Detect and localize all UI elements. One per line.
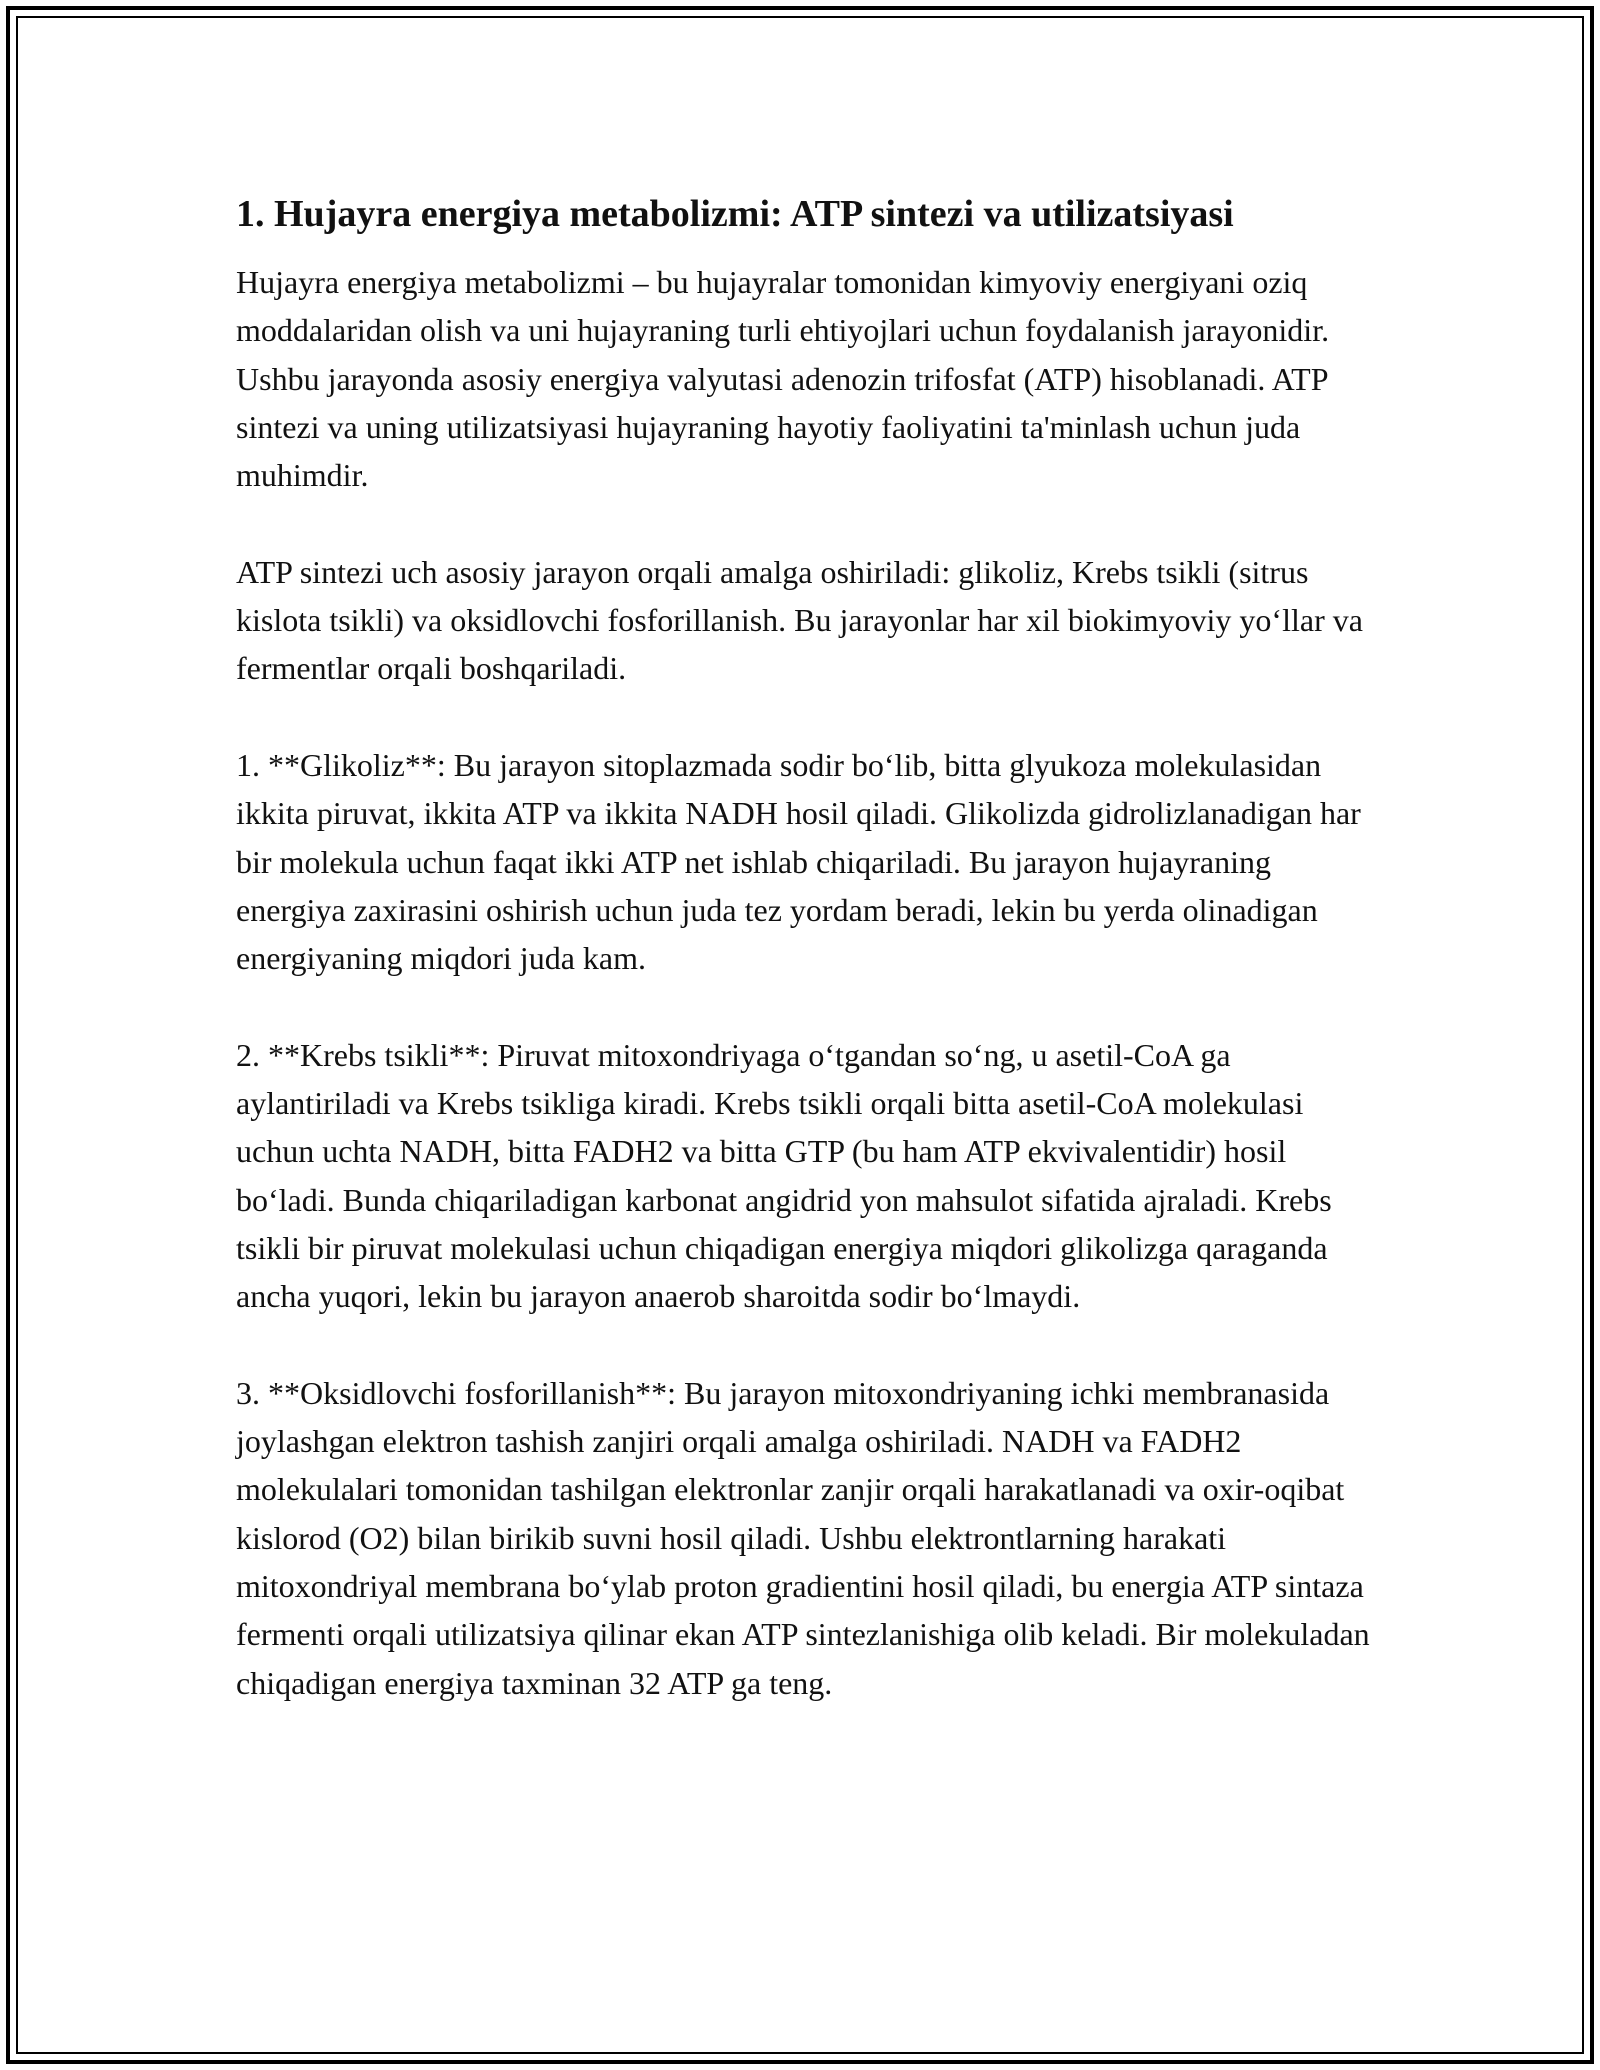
paragraph-glycolysis: 1. **Glikoliz**: Bu jarayon sitoplazmada sodir bo‘lib, bitta glyukoza molekulasidan ikkita piruvat, ikkita ATP va ikkita NADH hosil qiladi. Glikolizda gidrolizlanadigan har bir molekula uchun faqat ikki ATP net ishlab chiqariladi. Bu jarayon hujayraning energiya zaxirasini oshirish uchun juda tez yordam beradi, lekin bu yerda olinadigan energiyaning miqdori juda kam. [236, 746, 1361, 977]
document-body [236, 188, 1376, 1755]
document-title: 1. Hujayra energiya metabolizmi: ATP sintezi va utilizatsiyasi [236, 193, 1234, 235]
paragraph-krebs-cycle: 2. **Krebs tsikli**: Piruvat mitoxondriyaga o‘tgandan so‘ng, u asetil-CoA ga aylantiriladi va Krebs tsikliga kiradi. Krebs tsikli orqali bitta asetil-CoA molekulasi uchun uchta NADH, bitta FADH2 va bitta GTP (bu ham ATP ekvivalentidir) hosil bo‘ladi. Bunda chiqariladigan karbonat angidrid yon mahsulot sifatida ajraladi. Krebs tsikli bir piruvat molekulasi uchun chiqadigan energiya miqdori glikolizga qaraganda ancha yuqori, lekin bu jarayon anaerob sharoitda sodir bo‘lmaydi. [236, 1036, 1332, 1315]
paragraph-oxidative-phosphorylation: 3. **Oksidlovchi fosforillanish**: Bu jarayon mitoxondriyaning ichki membranasida joylashgan elektron tashish zanjiri orqali amalga oshiriladi. NADH va FADH2 molekulalari tomonidan tashilgan elektronlar zanjir orqali harakatlanadi va oxir-oqibat kislorod (O2) bilan birikib suvni hosil qiladi. Ushbu elektrontlarning harakati mitoxondriyal membrana bo‘ylab proton gradientini hosil qiladi, bu energia ATP sintaza fermenti orqali utilizatsiya qilinar ekan ATP sintezlanishiga olib keladi. Bir molekuladan chiqadigan energiya taxminan 32 ATP ga teng. [236, 1374, 1370, 1701]
paragraph-intro: Hujayra energiya metabolizmi – bu hujayralar tomonidan kimyoviy energiyani oziq moddalaridan olish va uni hujayraning turli ehtiyojlari uchun foydalanish jarayonidir. Ushbu jarayonda asosiy energiya valyutasi adenozin trifosfat (ATP) hisoblanadi. ATP sintezi va uning utilizatsiyasi hujayraning hayotiy faoliyatini ta'minlash uchun juda muhimdir. [236, 264, 1330, 494]
paragraph-atp-synthesis: ATP sintezi uch asosiy jarayon orqali amalga oshiriladi: glikoliz, Krebs tsikli (sitrus kislota tsikli) va oksidlovchi fosforillanish. Bu jarayonlar har xil biokimyoviy yo‘llar va fermentlar orqali boshqariladi. [236, 553, 1363, 687]
